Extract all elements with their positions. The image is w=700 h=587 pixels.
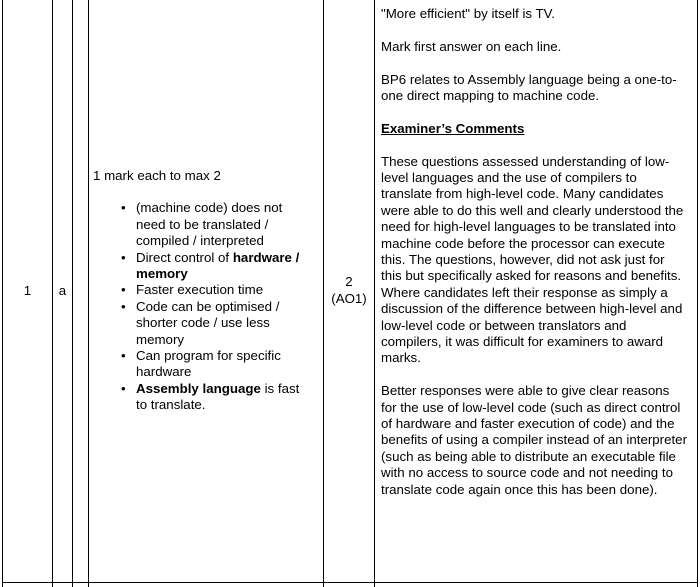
bullet-marker-icon: • <box>121 249 126 265</box>
bullet-text: (machine code) does not need to be translated / compiled / interpreted <box>136 200 283 249</box>
bullet-text: Code can be optimised / shorter code / use less memory <box>136 298 280 347</box>
bullet-marker-icon: • <box>121 282 126 298</box>
guidance-paragraph: "More efficient" by itself is TV. <box>381 6 556 21</box>
guidance-paragraph: BP6 relates to Assembly language being a one-to-one direct mapping to machine code. <box>381 71 677 103</box>
question-part-cell <box>53 0 73 582</box>
bullet-item <box>93 200 321 249</box>
bullet-item <box>93 381 321 414</box>
bullet-text: Faster execution time <box>136 282 264 298</box>
table-row <box>2 0 698 583</box>
guidance-paragraph: These questions assessed understanding of low-level languages and the use of compilers to translate from high-level code. Many candidates were able to do this well and clearly understood the need for high-level languages to be translated into machine code before the processor can execute this. The questions, however, did not ask just for this but specifically asked for reasons and benefits. Where candidates left their response as simply a discussion of the difference between high-level and low-level code or between translators and compilers, it was difficult for examiners to award marks. <box>381 153 684 366</box>
bullet-marker-icon: • <box>121 380 126 396</box>
bullet-item <box>93 348 321 381</box>
answer-intro: 1 mark each to max 2 <box>93 167 221 183</box>
guidance-paragraph: Mark first answer on each line. <box>381 38 562 54</box>
examiners-comments-heading: Examiner’s Comments <box>381 120 525 136</box>
answer-cell <box>89 0 324 582</box>
mark-scheme-table <box>2 0 698 587</box>
guidance-cell <box>375 0 698 582</box>
question-number: 1 <box>23 282 32 298</box>
marks-ao: (AO1) <box>331 290 367 306</box>
answer-bullets <box>93 200 321 413</box>
bullet-marker-icon: • <box>121 298 126 314</box>
question-number-cell <box>3 0 53 582</box>
question-subpart-cell <box>73 0 89 582</box>
guidance-paragraph: Better responses were able to give clear reasons for the use of low-level code (such as direct control of hardware and faster execution of code) and the benefits of using a compiler instead of an interpreter (such as being able to distribute an executable file with no access to source code and not needing to translate code again once this has been done). <box>381 383 688 497</box>
bullet-marker-icon: • <box>121 347 126 363</box>
bullet-item <box>93 250 321 283</box>
next-table-row-partial <box>2 583 698 587</box>
bullet-marker-icon: • <box>121 200 126 216</box>
bullet-text: Direct control of hardware / memory <box>136 249 300 281</box>
bullet-item <box>93 282 321 298</box>
bullet-text: Assembly language is fast to translate. <box>136 380 300 413</box>
marks-cell <box>324 0 375 582</box>
marks-value: 2 <box>345 274 353 290</box>
bullet-item <box>93 299 321 348</box>
question-part: a <box>58 282 67 298</box>
bullet-text: Can program for specific hardware <box>136 347 281 380</box>
